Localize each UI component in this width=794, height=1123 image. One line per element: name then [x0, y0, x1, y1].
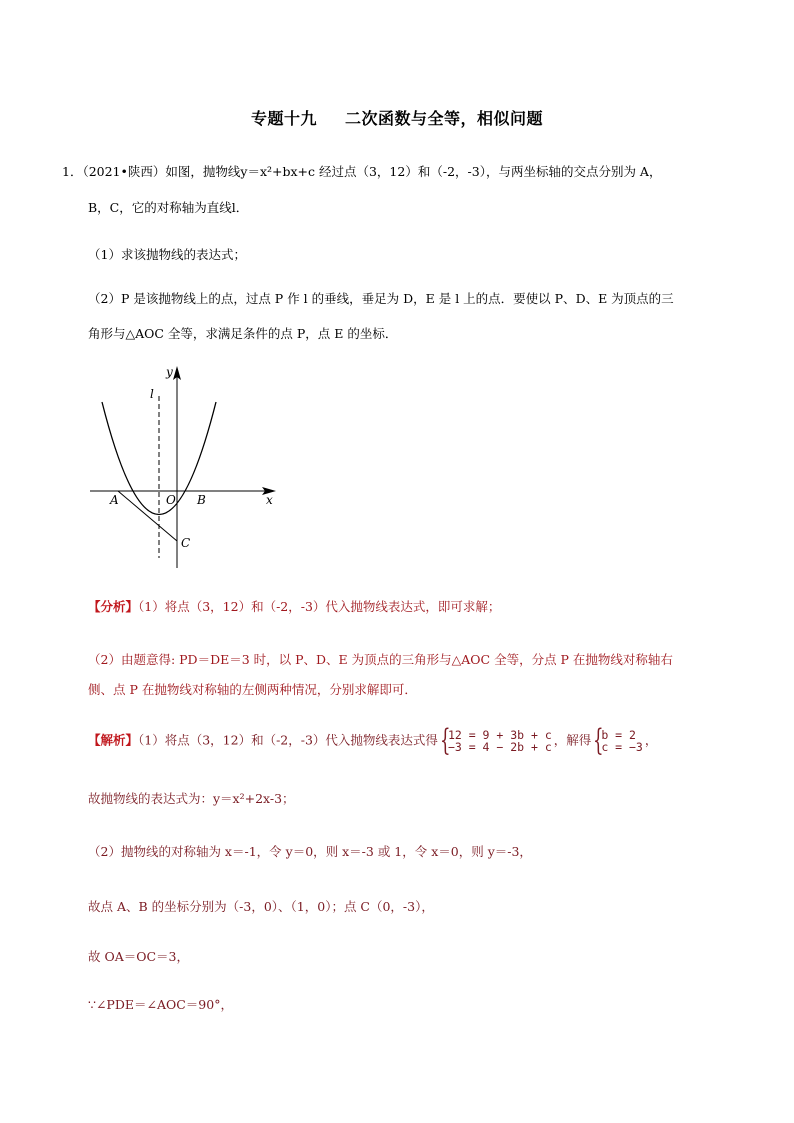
page-title — [0, 106, 794, 129]
label-B: B — [197, 493, 206, 507]
question-2-line2: 角形与△AOC 全等，求满足条件的点 P，点 E 的坐标． — [88, 326, 398, 341]
problem-line1 — [62, 163, 661, 181]
system1-row1: 12 = 9 + 3b + c — [447, 728, 552, 742]
solution-line4: 故点 A、B 的坐标分别为（-3，0）、（1，0）；点 C（0，-3）， — [88, 899, 434, 914]
analysis-text2: （2）由题意得: PD＝DE＝3 时，以 P、D、E 为顶点的三角形与△AOC 全等，分点 P 在抛物线对称轴右 — [88, 652, 673, 667]
solution-line6: ∵∠PDE＝∠AOC＝90°， — [88, 997, 233, 1012]
analysis-tag: 【分析】 — [88, 599, 139, 614]
question-2-line1: （2）P 是该抛物线上的点，过点 P 作 l 的垂线，垂足为 D，E 是 l 上的点．要使以 P、D、E 为顶点的三 — [88, 291, 674, 306]
analysis-text1: （1）将点（3，12）和（-2，-3）代入抛物线表达式，即可求解； — [138, 599, 501, 614]
system2-row2: c = −3 — [601, 740, 643, 754]
solution-tag: 【解析】 — [88, 732, 139, 748]
problem-text-line1: （2021•陕西）如图，抛物线y＝x²+bx+c 经过点（3，12）和（-2，-3），与两坐标轴的交点分别为 A， — [82, 164, 662, 179]
parabola-figure — [80, 358, 290, 573]
question-1: （1）求该抛物线的表达式； — [88, 247, 246, 262]
solution-text1-end: ， — [644, 732, 658, 748]
label-C: C — [181, 536, 191, 550]
system1-row2: −3 = 4 − 2b + c — [447, 740, 552, 754]
solution-text1: （1）将点（3，12）和（-2，-3）代入抛物线表达式得 — [138, 732, 438, 748]
title-part1: 专题十九 — [250, 109, 317, 128]
solution-line2: 故抛物线的表达式为：y＝x²+2x-3； — [88, 791, 295, 806]
solution-text1-mid: ，解得 — [553, 732, 592, 748]
label-l: l — [150, 387, 154, 401]
title-part2: 二次函数与全等，相似问题 — [345, 109, 544, 128]
analysis-line1 — [88, 598, 500, 616]
problem-text-line2: B，C，它的对称轴为直线l． — [88, 200, 249, 215]
solution-line3: （2）抛物线的对称轴为 x＝-1，令 y＝0，则 x＝-3 或 1，令 x＝0，则 y＝-3， — [88, 844, 532, 859]
problem-number: 1． — [62, 164, 83, 179]
equation-system-1: { 12 = 9 + 3b + c −3 = 4 − 2b + c — [439, 723, 552, 758]
label-y: y — [166, 365, 173, 379]
analysis-text3: 侧、点 P 在抛物线对称轴的左侧两种情况，分别求解即可． — [88, 682, 417, 697]
solution-line5: 故 OA＝OC＝3， — [88, 949, 190, 964]
equation-system-2: { b = 2 c = −3 — [593, 723, 643, 758]
system2-row1: b = 2 — [601, 728, 636, 742]
label-O: O — [166, 493, 176, 507]
solution-line1 — [88, 723, 658, 758]
label-x: x — [266, 493, 273, 507]
label-A: A — [110, 493, 119, 507]
